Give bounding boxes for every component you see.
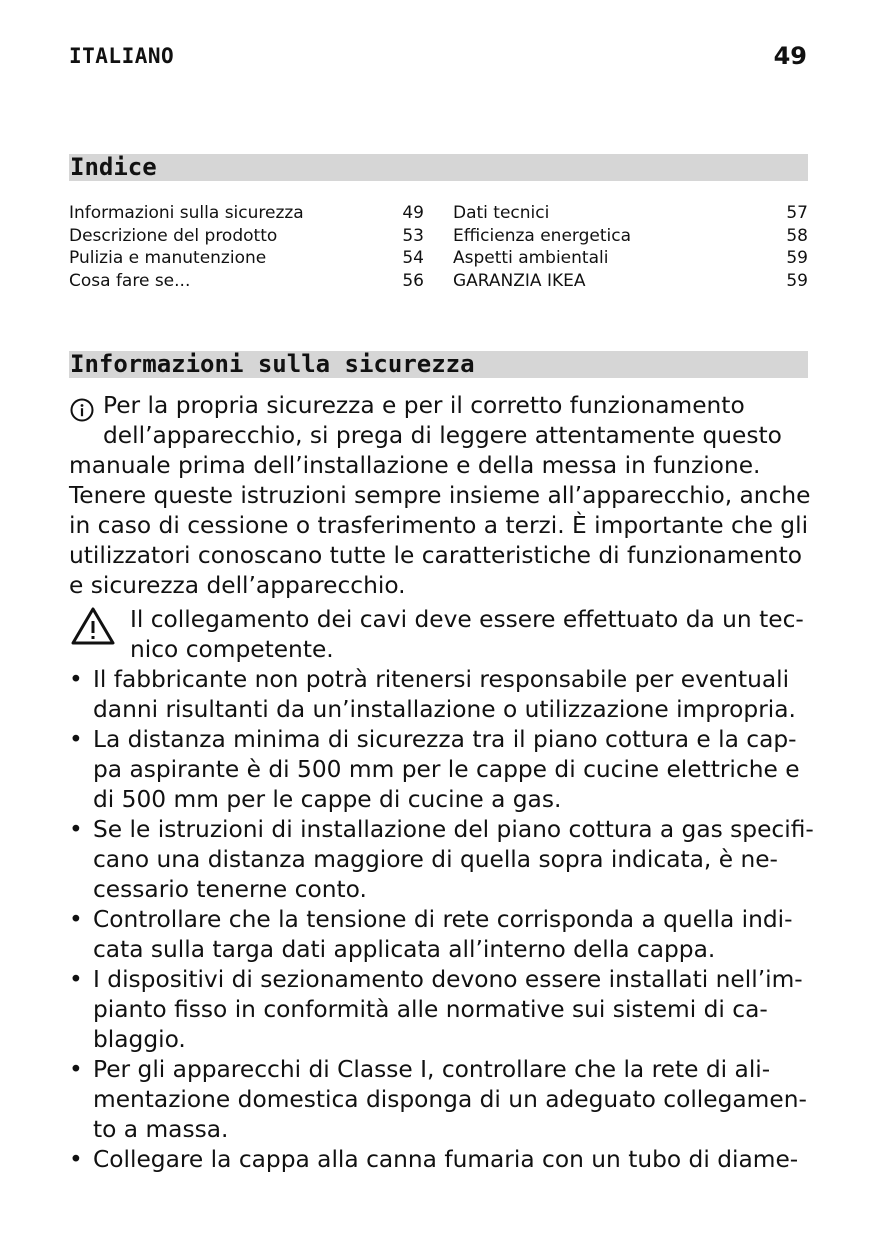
safety-heading: Informazioni sulla sicurezza	[69, 351, 808, 378]
toc-label: Dati tecnici	[453, 203, 550, 223]
list-item: • Per gli apparecchi di Classe I, controllare che la rete di ali-mentazione domestica disponga di un adeguato collegamen-to a massa.	[69, 1055, 814, 1145]
index-heading: Indice	[69, 154, 808, 181]
toc-label: Efficienza energetica	[453, 225, 632, 246]
toc-label: Informazioni sulla sicurezza	[69, 203, 304, 223]
list-item: • Se le istruzioni di installazione del piano cottura a gas specifi-cano una distanza maggiore di quella sopra indicata, è ne-cessario tenerne conto.	[69, 815, 814, 905]
warning-triangle-icon	[70, 606, 116, 646]
toc-entry[interactable]	[69, 202, 424, 225]
toc-page: 57	[786, 203, 808, 223]
list-item: • I dispositivi di sezionamento devono essere installati nell’im-pianto fisso in conformità alle normative sui sistemi di ca-blaggio.	[69, 965, 814, 1055]
intro-paragraph: manuale prima dell’installazione e della messa in funzione. Tenere queste istruzioni sempre insieme all’apparecchio, anche in caso di cessione o trasferimento a terzi. È importante che gli utilizzatori conoscano tutte le caratteristiche di funzionamento e sicurezza dell’apparecchio.	[69, 452, 811, 599]
toc-entry[interactable]	[453, 225, 808, 248]
toc-label: Cosa fare se...	[69, 270, 191, 291]
toc-entry[interactable]	[453, 202, 808, 225]
list-item: • Collegare la cappa alla canna fumaria con un tubo di diame-	[69, 1145, 814, 1175]
toc-entry[interactable]	[69, 247, 424, 270]
safety-bullet-list	[69, 665, 814, 1175]
toc-label: Descrizione del prodotto	[69, 225, 278, 246]
intro-line-2: dell’apparecchio, si prega di leggere attentamente questo	[103, 422, 782, 449]
toc-entry[interactable]	[453, 247, 808, 270]
toc-label: Pulizia e manutenzione	[69, 248, 267, 268]
list-item: • La distanza minima di sicurezza tra il piano cottura e la cap-pa aspirante è di 500 mm per le cappe di cucine elettriche e di 500 mm per le cappe di cucine a gas.	[69, 725, 814, 815]
list-item: • Il fabbricante non potrà ritenersi responsabile per eventuali danni risultanti da un’installazione o utilizzazione impropria.	[69, 665, 814, 725]
intro-line-1: Per la propria sicurezza e per il corretto funzionamento	[103, 392, 745, 419]
toc-page: 49	[402, 203, 424, 223]
warning-text: Il collegamento dei cavi deve essere effettuato da un tec-nico competente.	[130, 606, 804, 663]
toc-page: 56	[402, 270, 424, 291]
page-number: 49	[773, 42, 807, 70]
toc-left-column	[69, 202, 424, 292]
header-language: ITALIANO	[69, 44, 175, 68]
toc-page: 53	[402, 225, 424, 246]
toc-entry[interactable]	[69, 270, 424, 293]
toc-label: GARANZIA IKEA	[453, 270, 586, 291]
toc-right-column	[453, 202, 808, 292]
toc-label: Aspetti ambientali	[453, 248, 609, 268]
toc-page: 59	[786, 270, 808, 291]
toc-entry[interactable]	[69, 225, 424, 248]
toc-entry[interactable]	[453, 270, 808, 293]
safety-intro	[69, 391, 814, 601]
toc-page: 54	[402, 248, 424, 268]
toc-page: 58	[786, 225, 808, 246]
list-item: • Controllare che la tensione di rete corrisponda a quella indi-cata sulla targa dati applicata all’interno della cappa.	[69, 905, 814, 965]
toc-page: 59	[786, 248, 808, 268]
